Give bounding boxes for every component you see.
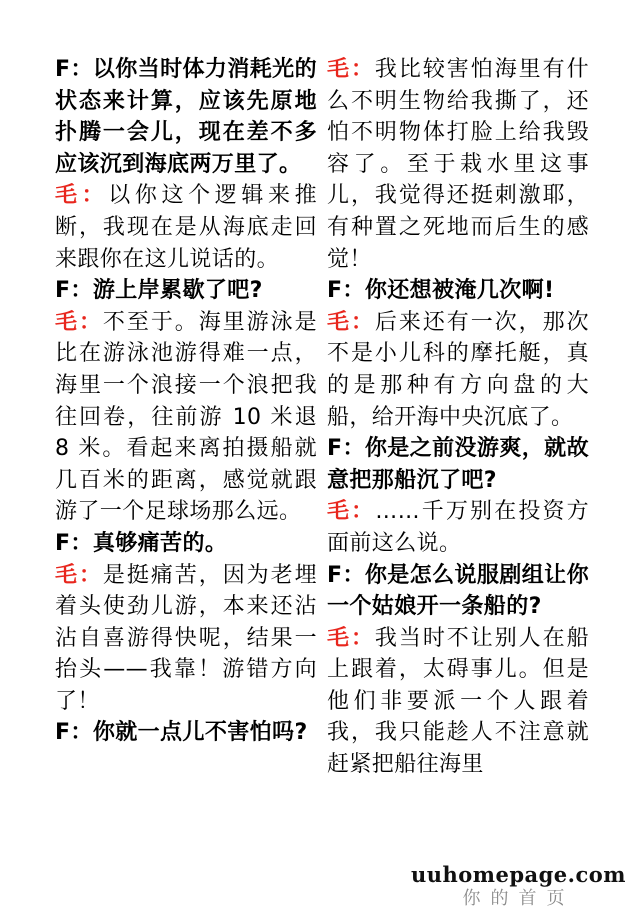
paragraph-text: 我比较害怕海里有什么不明生物给我撕了，还怕不明物体打脸上给我毁容了。至于栽水里这事儿，我觉得还挺刺激耶，有种置之死地而后生的感觉！ <box>327 57 589 272</box>
paragraph-text: 我当时不让别人在船上跟着，太碍事儿。但是他们非要派一个人跟着我，我只能趁人不注意就赶紧把船往海里 <box>327 625 589 778</box>
speaker-label: 毛： <box>55 309 103 335</box>
paragraph <box>327 623 589 781</box>
paragraph <box>327 560 589 623</box>
paragraph <box>327 496 589 559</box>
paragraph-text: 以你当时体力消耗光的状态来计算，应该先原地扑腾一会儿，现在差不多应该沉到海底两万里了。 <box>55 57 317 177</box>
watermark-site: uuhomepage.com <box>410 862 626 887</box>
paragraph-text: 你还想被淹几次啊! <box>364 278 555 304</box>
paragraph-text: ……千万别在投资方面前这么说。 <box>327 499 589 556</box>
paragraph <box>327 275 589 307</box>
paragraph <box>55 717 317 749</box>
speaker-label: 毛： <box>327 625 375 651</box>
speaker-label: 毛： <box>327 57 375 82</box>
speaker-label: 毛： <box>327 309 375 335</box>
paragraph <box>55 528 317 560</box>
paragraph <box>55 560 317 718</box>
paragraph-text: 游上岸累歇了吧? <box>92 278 263 304</box>
speaker-label: F： <box>55 720 93 746</box>
watermark-subtitle: 你的首页 <box>462 888 575 909</box>
paragraph-text: 你是怎么说服剧组让你一个姑娘开一条船的? <box>327 562 589 620</box>
right-column <box>327 54 589 781</box>
paragraph-text: 不至于。海里游泳是比在游泳池游得难一点，海里一个浪接一个浪把我往回卷，往前游 10 米退 8 米。看起来离拍摄船就几百米的距离，感觉就跟游了一个足球场那么远。 <box>55 309 317 525</box>
speaker-label: F： <box>327 562 365 588</box>
speaker-label: F： <box>327 278 365 304</box>
paragraph <box>55 275 317 307</box>
paragraph-text: 你是之前没游爽，就故意把那船沉了吧? <box>327 436 589 493</box>
paragraph <box>327 307 589 433</box>
speaker-label: 毛： <box>55 183 109 209</box>
speaker-label: F： <box>327 436 365 462</box>
paragraph-text: 以你这个逻辑来推断，我现在是从海底走回来跟你在这儿说话的。 <box>55 183 317 272</box>
paragraph <box>327 54 589 275</box>
paragraph <box>55 180 317 275</box>
left-column <box>55 54 317 749</box>
speaker-label: 毛： <box>327 499 376 525</box>
paragraph-text: 真够痛苦的。 <box>92 530 228 556</box>
speaker-label: F： <box>55 57 93 82</box>
paragraph-text: 后来还有一次，那次不是小儿科的摩托艇，真的是那种有方向盘的大船，给开海中央沉底了。 <box>327 309 589 430</box>
paragraph-text: 是挺痛苦，因为老埋着头使劲儿游，本来还沾沾自喜游得快呢，结果一抬头——我靠！游错方向了！ <box>55 562 317 714</box>
paragraph <box>55 307 317 528</box>
speaker-label: 毛： <box>55 562 103 588</box>
watermark <box>411 862 626 910</box>
paragraph <box>327 433 589 496</box>
paragraph-text: 你就一点儿不害怕吗? <box>92 720 308 746</box>
speaker-label: F： <box>55 530 93 556</box>
speaker-label: F： <box>55 278 93 304</box>
paragraph <box>55 54 317 180</box>
